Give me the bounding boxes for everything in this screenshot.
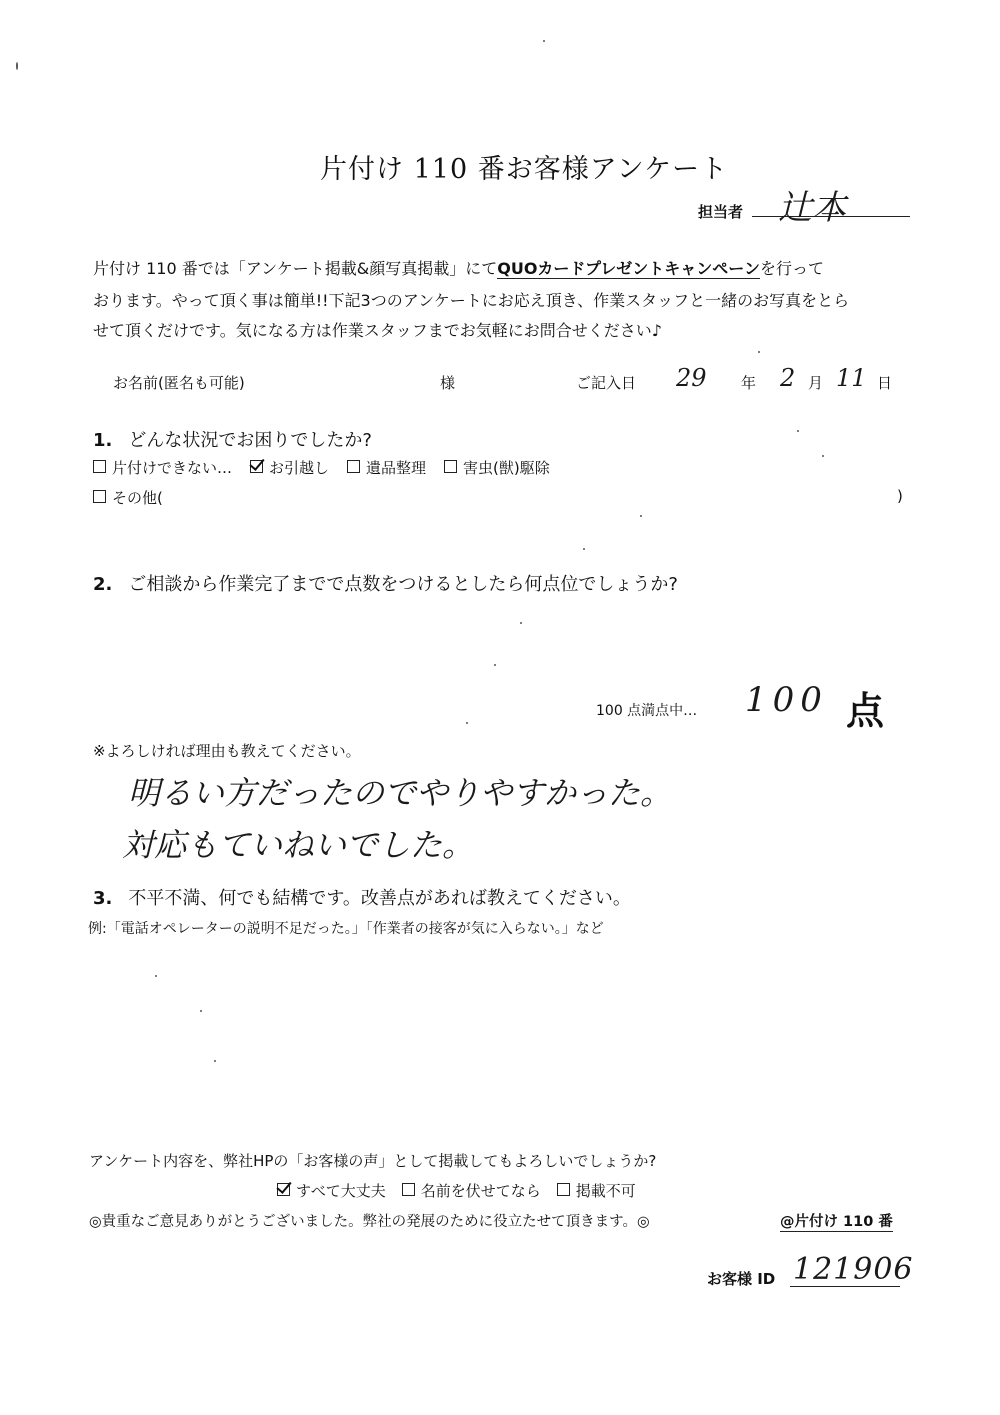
score-value: 100: [745, 680, 828, 720]
checkbox-icon[interactable]: [347, 460, 360, 473]
q1-options: [93, 457, 550, 478]
intro-line-2: おります。やって頂く事は簡単!!下記3つのアンケートにお応え頂き、作業スタッフと一緒のお写真をとら: [93, 291, 850, 310]
checkbox-icon[interactable]: [93, 460, 106, 473]
score-unit: 点: [846, 689, 885, 733]
day-value: 11: [836, 364, 867, 392]
q2-heading: [93, 570, 678, 596]
checkbox-icon[interactable]: [444, 460, 457, 473]
intro-line-1: [93, 256, 824, 279]
month-label: 月: [808, 374, 824, 392]
consent-question: アンケート内容を、弊社HPの「お客様の声」として掲載してもよろしいでしょうか?: [89, 1152, 657, 1170]
date-label: ご記入日: [576, 374, 637, 392]
q1-option-2[interactable]: [347, 459, 426, 477]
month-value: 2: [780, 364, 796, 392]
checkbox-checked-icon[interactable]: [277, 1183, 290, 1196]
survey-title: 片付け 110 番お客様アンケート: [320, 154, 729, 185]
q1-option-label: 遺品整理: [366, 459, 427, 477]
q1-option-3[interactable]: [444, 459, 550, 477]
q1-heading: [93, 426, 372, 452]
q1-option-1[interactable]: [250, 459, 329, 477]
campaign-name: QUOカードプレゼントキャンペーン: [497, 259, 760, 278]
reason-line-2: 対応もていねいでした。: [122, 826, 475, 864]
thanks-message: ◎貴重なご意見ありがとうございました。弊社の発展のために役立たせて頂きます。◎: [89, 1214, 650, 1230]
consent-option-label: 名前を伏せてなら: [420, 1182, 541, 1200]
checkbox-icon[interactable]: [557, 1183, 570, 1196]
q1-option-label: 害虫(獣)駆除: [463, 459, 550, 477]
q1-option-0[interactable]: [93, 459, 232, 477]
day-label: 日: [877, 374, 893, 392]
name-label: お名前(匿名も可能): [113, 374, 245, 392]
q2-number: 2.: [93, 574, 113, 595]
score-label: 100 点満点中…: [596, 703, 698, 719]
consent-option-0[interactable]: [277, 1182, 386, 1200]
q1-option-label: 片付けできない…: [112, 459, 233, 477]
brand-name: @片付け 110 番: [780, 1210, 893, 1232]
q1-other-close: ): [897, 487, 903, 505]
customer-id-value: 121906: [793, 1252, 914, 1287]
year-value: 29: [676, 364, 707, 392]
q3-heading: [93, 884, 631, 910]
q3-example: 例:「電話オペレーターの説明不足だった。」「作業者の接客が気に入らない。」など: [88, 921, 604, 937]
q1-number: 1.: [93, 430, 113, 451]
checkbox-checked-icon[interactable]: [250, 460, 263, 473]
customer-id-label: お客様 ID: [707, 1270, 776, 1288]
consent-option-1[interactable]: [402, 1182, 541, 1200]
consent-option-label: すべて大丈夫: [296, 1182, 386, 1200]
q3-question: 不平不満、何でも結構です。改善点があれば教えてください。: [128, 888, 631, 909]
q1-other[interactable]: [93, 487, 163, 508]
checkbox-icon[interactable]: [402, 1183, 415, 1196]
q1-other-label: その他(: [112, 489, 163, 507]
consent-options: [277, 1180, 636, 1201]
staff-name: 辻本: [778, 188, 846, 228]
consent-option-2[interactable]: [557, 1182, 636, 1200]
intro-line-1-pre: 片付け 110 番では「アンケート掲載&顔写真掲載」にて: [93, 259, 498, 278]
year-label: 年: [741, 374, 757, 392]
q3-number: 3.: [93, 888, 113, 909]
reason-prompt: ※よろしければ理由も教えてください。: [93, 742, 361, 760]
staff-label: 担当者: [698, 203, 744, 221]
consent-option-label: 掲載不可: [575, 1182, 636, 1200]
q2-question: ご相談から作業完了までで点数をつけるとしたら何点位でしょうか?: [128, 574, 678, 595]
checkbox-icon[interactable]: [93, 490, 106, 503]
honorific: 様: [440, 374, 456, 392]
q1-option-label: お引越し: [269, 459, 330, 477]
intro-line-1-post: を行って: [760, 259, 825, 278]
intro-line-3: せて頂くだけです。気になる方は作業スタッフまでお気軽にお問合せください♪: [93, 321, 662, 340]
reason-line-1: 明るい方だったのでやりやすかった。: [128, 774, 673, 812]
q1-question: どんな状況でお困りでしたか?: [128, 430, 372, 451]
